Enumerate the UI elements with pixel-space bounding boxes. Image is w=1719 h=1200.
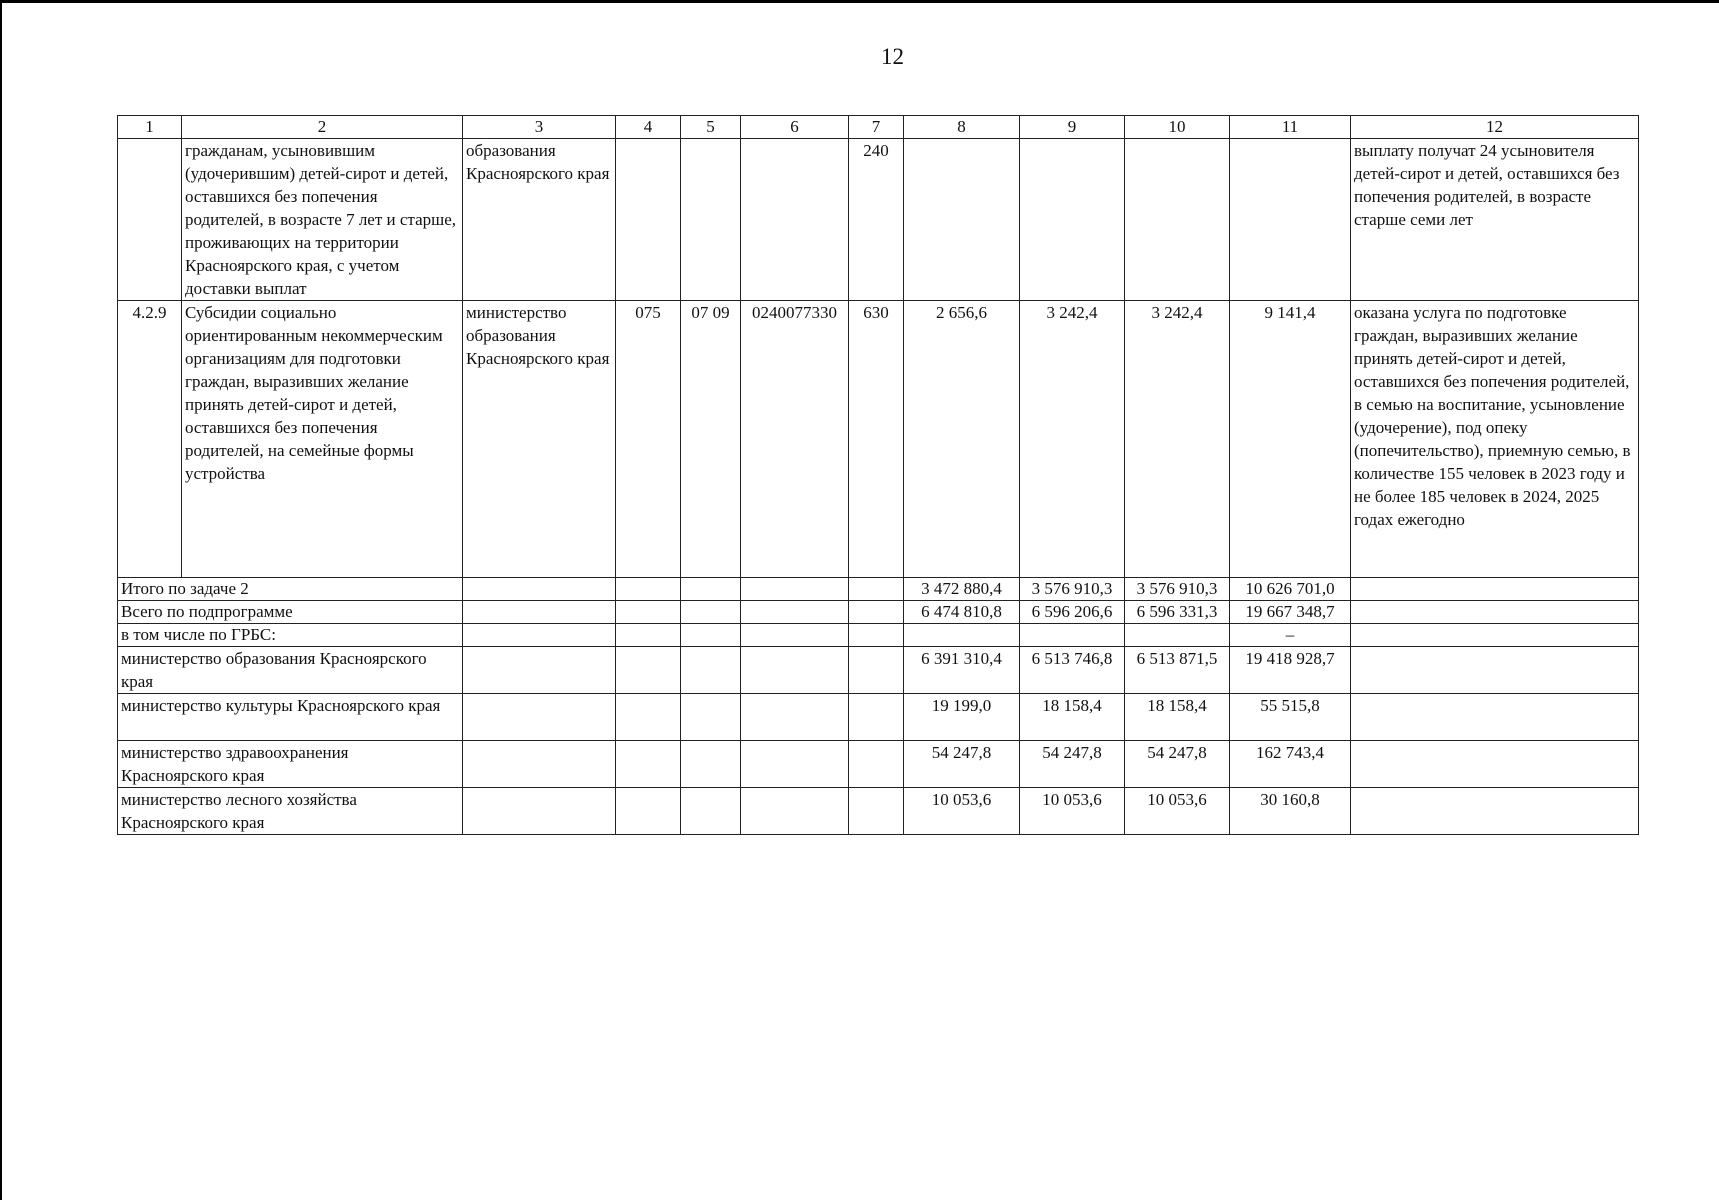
total-row [118,788,1639,835]
empty-cell [741,741,849,788]
empty-cell [849,647,904,694]
value-cell: 55 515,8 [1230,694,1351,741]
total-label-cell: Всего по подпрограмме [118,601,463,624]
section-code-cell: 07 09 [681,301,741,578]
value-cell [1020,139,1125,301]
value-cell [904,139,1020,301]
page-number: 12 [881,44,904,69]
measure-name-cell: Субсидии социально ориентированным некоммерческим организациям для подготовки граждан, выразивших желание принять детей-сирот и детей, оставшихся без попечения родителей, на семейные формы устройства [182,301,463,578]
empty-cell [741,647,849,694]
empty-cell [463,788,616,835]
total-row [118,601,1639,624]
empty-cell [616,578,681,601]
grbs-cell: министерство образования Красноярского края [463,301,616,578]
total-label-cell: министерство здравоохранения Красноярского края [118,741,463,788]
empty-cell [741,788,849,835]
column-header: 3 [463,116,616,139]
empty-cell [616,624,681,647]
empty-cell [741,624,849,647]
empty-cell [463,741,616,788]
value-cell [1125,624,1230,647]
column-numbers-row [118,116,1639,139]
table-row [118,139,1639,301]
value-cell: 9 141,4 [1230,301,1351,578]
empty-cell [463,694,616,741]
total-label-cell: в том числе по ГРБС: [118,624,463,647]
column-header: 10 [1125,116,1230,139]
value-cell: 3 576 910,3 [1125,578,1230,601]
value-cell: 19 418 928,7 [1230,647,1351,694]
value-cell: 18 158,4 [1125,694,1230,741]
value-cell: 10 053,6 [1125,788,1230,835]
empty-cell [1351,647,1639,694]
target-article-cell [741,139,849,301]
value-cell: 3 242,4 [1020,301,1125,578]
empty-cell [616,788,681,835]
column-header: 4 [616,116,681,139]
value-cell: 3 472 880,4 [904,578,1020,601]
column-header: 5 [681,116,741,139]
value-cell: 54 247,8 [1020,741,1125,788]
empty-cell [849,601,904,624]
column-header: 9 [1020,116,1125,139]
value-cell: 19 199,0 [904,694,1020,741]
column-header: 12 [1351,116,1639,139]
value-cell: 6 596 331,3 [1125,601,1230,624]
target-article-cell: 0240077330 [741,301,849,578]
value-cell: 6 513 871,5 [1125,647,1230,694]
empty-cell [741,694,849,741]
column-header: 7 [849,116,904,139]
total-row [118,694,1639,741]
expected-result-cell: выплату получат 24 усыновителя детей-сирот и детей, оставшихся без попечения родителей, в возрасте старше семи лет [1351,139,1639,301]
column-header: 11 [1230,116,1351,139]
item-number-cell: 4.2.9 [118,301,182,578]
column-header: 2 [182,116,463,139]
total-label-cell: министерство образования Красноярского края [118,647,463,694]
empty-cell [741,578,849,601]
page-border-top [0,0,1719,3]
value-cell: 162 743,4 [1230,741,1351,788]
empty-cell [849,694,904,741]
empty-cell [463,647,616,694]
empty-cell [1351,694,1639,741]
value-cell [1125,139,1230,301]
empty-cell [849,578,904,601]
value-cell [1020,624,1125,647]
empty-cell [849,788,904,835]
value-cell: 54 247,8 [904,741,1020,788]
empty-cell [1351,788,1639,835]
empty-cell [681,788,741,835]
empty-cell [681,601,741,624]
budget-table [117,115,1639,835]
empty-cell [1351,624,1639,647]
grbs-code-cell [616,139,681,301]
value-cell: 10 053,6 [904,788,1020,835]
total-row [118,624,1639,647]
empty-cell [741,601,849,624]
page-border-left [0,0,2,1200]
value-cell: 6 596 206,6 [1020,601,1125,624]
value-cell: 6 474 810,8 [904,601,1020,624]
empty-cell [1351,741,1639,788]
total-row [118,578,1639,601]
grbs-code-cell: 075 [616,301,681,578]
total-label-cell: Итого по задаче 2 [118,578,463,601]
value-cell: 10 053,6 [1020,788,1125,835]
column-header: 6 [741,116,849,139]
empty-cell [616,647,681,694]
section-code-cell [681,139,741,301]
empty-cell [681,578,741,601]
empty-cell [849,741,904,788]
empty-cell [681,624,741,647]
value-cell: 54 247,8 [1125,741,1230,788]
dash-cell: – [1230,624,1351,647]
empty-cell [463,601,616,624]
value-cell [1230,139,1351,301]
empty-cell [681,647,741,694]
expected-result-cell: оказана услуга по подготовке граждан, выразивших желание принять детей-сирот и детей, оставшихся без попечения родителей, в семью на воспитание, усыновление (удочерение), под опеку (попечительство), приемную семью, в количестве 155 человек в 2023 году и не более 185 человек в 2024, 2025 годах ежегодно [1351,301,1639,578]
value-cell: 6 391 310,4 [904,647,1020,694]
value-cell: 30 160,8 [1230,788,1351,835]
value-cell: 6 513 746,8 [1020,647,1125,694]
value-cell: 3 242,4 [1125,301,1230,578]
grbs-cell: образования Красноярского края [463,139,616,301]
value-cell [904,624,1020,647]
total-label-cell: министерство лесного хозяйства Красноярского края [118,788,463,835]
table-row [118,301,1639,578]
value-cell: 18 158,4 [1020,694,1125,741]
value-cell: 3 576 910,3 [1020,578,1125,601]
empty-cell [616,694,681,741]
empty-cell [1351,601,1639,624]
empty-cell [681,694,741,741]
expense-type-cell: 630 [849,301,904,578]
column-header: 8 [904,116,1020,139]
expense-type-cell: 240 [849,139,904,301]
item-number-cell [118,139,182,301]
column-header: 1 [118,116,182,139]
total-label-cell: министерство культуры Красноярского края [118,694,463,741]
value-cell: 10 626 701,0 [1230,578,1351,601]
empty-cell [463,578,616,601]
empty-cell [1351,578,1639,601]
empty-cell [681,741,741,788]
empty-cell [849,624,904,647]
value-cell: 2 656,6 [904,301,1020,578]
total-row [118,741,1639,788]
empty-cell [463,624,616,647]
total-row [118,647,1639,694]
empty-cell [616,741,681,788]
measure-name-cell: гражданам, усыновившим (удочерившим) детей-сирот и детей, оставшихся без попечения родителей, в возрасте 7 лет и старше, проживающих на территории Красноярского края, с учетом доставки выплат [182,139,463,301]
empty-cell [616,601,681,624]
value-cell: 19 667 348,7 [1230,601,1351,624]
